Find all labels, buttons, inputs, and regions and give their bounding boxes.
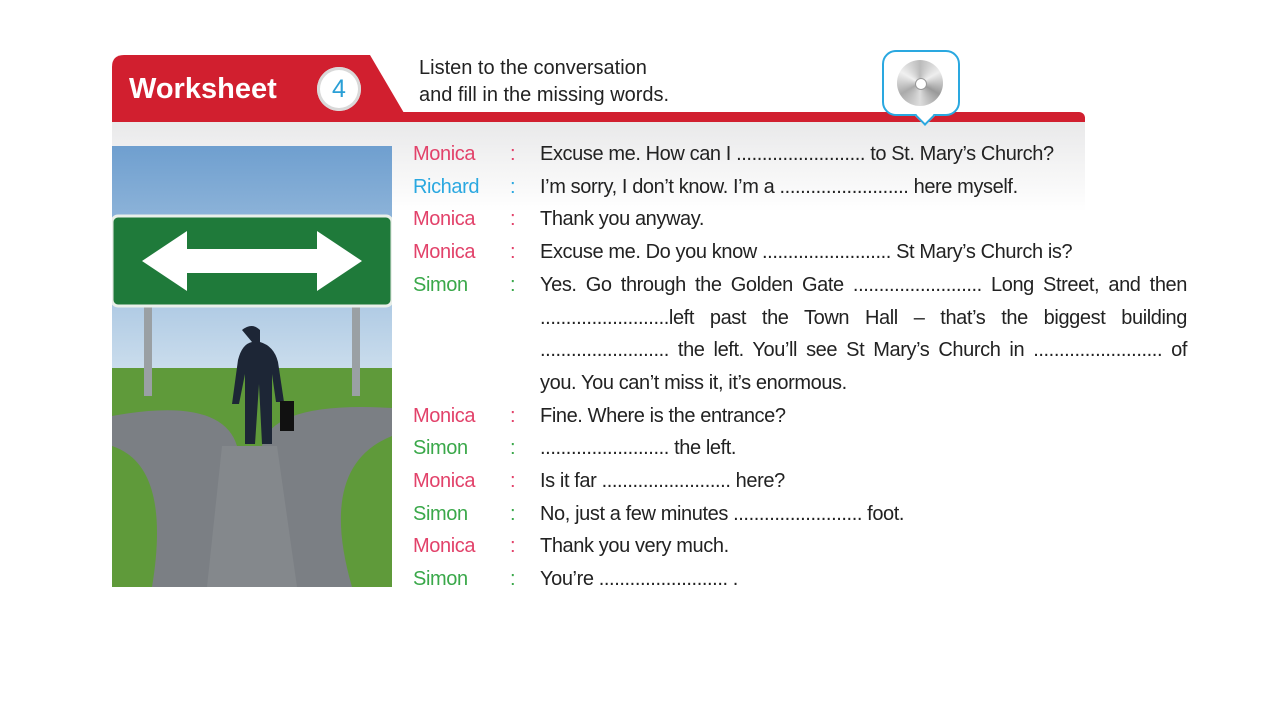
speaker-name: Monica: [413, 208, 476, 231]
speaker-name: Simon: [413, 502, 468, 525]
dialogue-line: [413, 563, 1193, 596]
dialogue-text: Excuse me. How can I ......................... to St. Mary’s Church?: [540, 143, 1054, 165]
dialogue-text: Excuse me. Do you know ......................... St Mary’s Church is?: [540, 241, 1073, 264]
dialogue-text: Fine. Where is the entrance?: [540, 404, 786, 427]
dialogue-line: [413, 236, 1193, 269]
dialogue-line: [413, 465, 1193, 498]
dialogue-text: No, just a few minutes ......................... foot.: [540, 502, 905, 525]
dialogue-line: [413, 269, 1193, 400]
dialogue-text: Thank you anyway.: [540, 208, 705, 231]
speaker-name: Richard: [413, 175, 480, 198]
dialogue-text: I’m sorry, I don’t know. I’m a ......................... here myself.: [540, 175, 1018, 198]
dialogue-text: ......................... the left.: [540, 437, 737, 460]
dialogue: [413, 138, 1193, 596]
dialogue-line: [413, 432, 1193, 465]
speaker-name: Monica: [413, 535, 476, 558]
worksheet-number-badge: 4: [317, 67, 361, 111]
dialogue-text: Thank you very much.: [540, 535, 729, 558]
separator-colon: :: [510, 502, 516, 525]
dialogue-line: [413, 530, 1193, 563]
separator-colon: :: [510, 437, 516, 460]
speaker-name: Simon: [413, 273, 468, 296]
speaker-name: Monica: [413, 241, 476, 264]
separator-colon: :: [510, 535, 516, 558]
separator-colon: :: [510, 568, 516, 591]
instruction-line: Listen to the conversation: [419, 57, 647, 79]
dialogue-text: Yes. Go through the Golden Gate ......................... Long Street, and then .........................left past the Town Hall – that’s the biggest building ......................... the left. You’ll see St Mary’s Church in ......................... of you. You can’t miss it, it’s enormous.: [540, 273, 1187, 394]
audio-cd-icon: [897, 60, 943, 106]
instructions: [419, 55, 669, 109]
separator-colon: :: [510, 143, 516, 165]
audio-cd-button[interactable]: [882, 50, 960, 116]
separator-colon: :: [510, 175, 516, 198]
worksheet-title: Worksheet: [129, 73, 277, 105]
dialogue-text: Is it far ......................... here?: [540, 470, 785, 493]
speaker-name: Monica: [413, 404, 476, 427]
speaker-name: Simon: [413, 437, 468, 460]
dialogue-line: [413, 203, 1193, 236]
speaker-name: Monica: [413, 470, 476, 493]
dialogue-line: [413, 138, 1193, 171]
speaker-name: Monica: [413, 143, 476, 165]
dialogue-line: [413, 498, 1193, 531]
dialogue-line: [413, 171, 1193, 204]
dialogue-line: [413, 400, 1193, 433]
dialogue-text: You’re ......................... .: [540, 568, 738, 591]
separator-colon: :: [510, 273, 516, 296]
separator-colon: :: [510, 470, 516, 493]
speaker-name: Simon: [413, 568, 468, 591]
crossroads-photo: [112, 146, 392, 587]
instruction-line: and fill in the missing words.: [419, 84, 670, 106]
separator-colon: :: [510, 208, 516, 231]
separator-colon: :: [510, 241, 516, 264]
separator-colon: :: [510, 404, 516, 427]
